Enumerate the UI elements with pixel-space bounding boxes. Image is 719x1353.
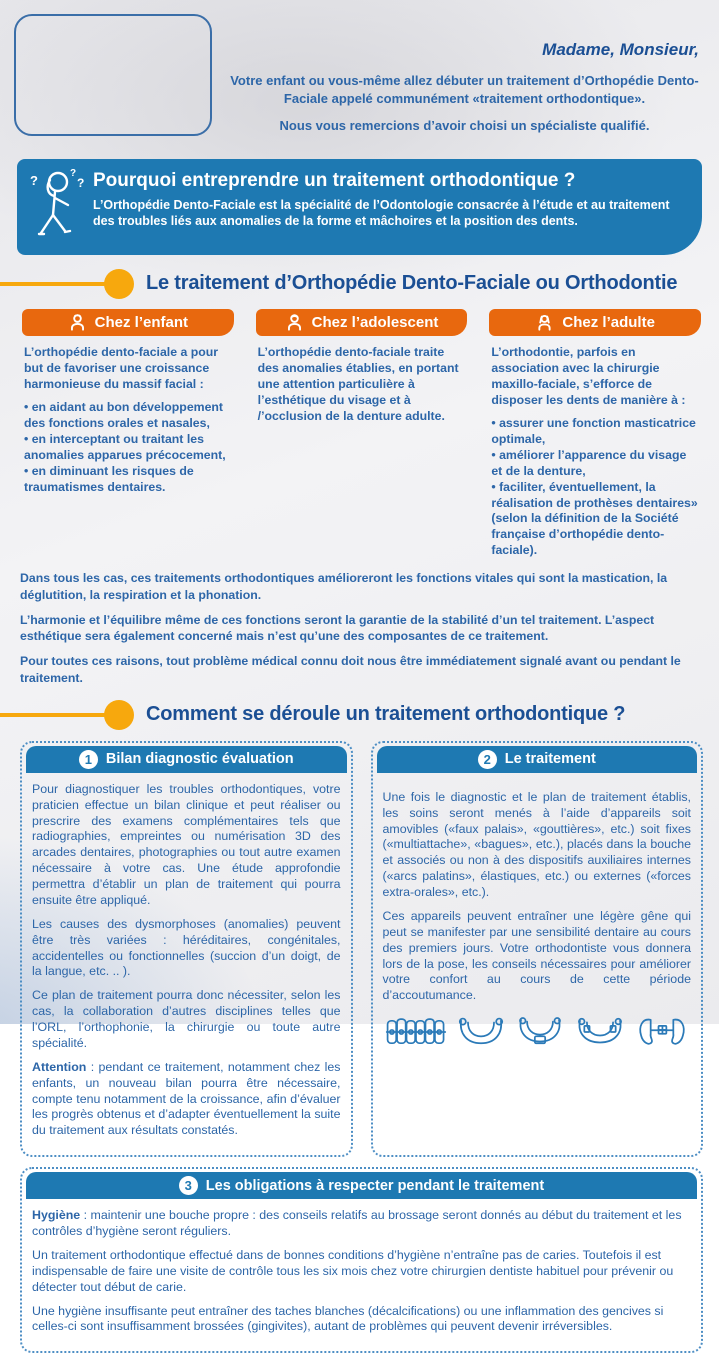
section2-title: Comment se déroule un traitement orthodontique ?	[146, 703, 626, 726]
appliance-icons-row	[383, 1012, 692, 1054]
treatment-paragraph-1: Une fois le diagnostic et le plan de traitement établis, les soins seront menés à l’aide d’appareils soit amovibles («faux palais», «gouttières», etc.) soit fixes («multiattache», «bagues», etc.), placés dans la bouche et associés ou non à des dispositifs auxiliaires internes («arcs palatins», élastiques, etc.) ou externes («forces extra-orales», etc.).	[382, 789, 691, 899]
header	[0, 0, 719, 145]
adult-column-bullets: • assurer une fonction masticatrice optimale, • améliorer l’apparence du visage et de la denture, • faciliter, éventuellement, la réalisation de prothèses dentaires» (selon la définition de la Société française d’orthopédie dento-faciale).	[491, 415, 698, 558]
hygiene-text: : maintenir une bouche propre : des conseils relatifs au brossage seront donnés au début du traitement et les contrôles d’hygiène seront réguliers.	[32, 1208, 682, 1238]
intro-line-2: Nous vous remercions d’avoir choisi un spécialiste qualifié.	[279, 118, 650, 134]
teen-icon	[285, 313, 304, 332]
step-number-badge: 1	[79, 750, 98, 769]
adult-icon	[535, 313, 554, 332]
question-mark-glyph: ?	[30, 172, 38, 188]
box-obligations-body	[26, 1199, 697, 1347]
removable-appliance-icon	[455, 1015, 507, 1049]
heading-line	[0, 282, 106, 286]
teen-column-intro: L’orthopédie dento-faciale traite des anomalies établies, en portant une attention particulière à l’esthétique du visage et à /’occlusion de la denture adulte.	[257, 344, 459, 423]
chez-adulte-label: Chez l’adulte	[562, 313, 655, 331]
step-number-badge: 2	[478, 750, 497, 769]
box-diagnostic-body	[26, 773, 347, 1151]
question-mark-glyph: ?	[77, 175, 85, 190]
box-diagnostic	[20, 741, 353, 1157]
retainer-icon	[515, 1015, 565, 1049]
box-treatment-header	[377, 746, 698, 773]
obligations-paragraph-3: Une hygiène insuffisante peut entraîner des taches blanches (décalcifications) ou une inflammation des gencives si celles-ci sont insuffisamment brossées (gingivites), autant de problèmes qui peuvent devenir irréversibles.	[32, 1303, 664, 1334]
diagnostic-paragraph-4	[32, 1060, 341, 1139]
thinking-stick-figure-icon	[25, 167, 87, 243]
summary-paragraph-2: L’harmonie et l’équilibre même de ces fonctions seront la garantie de la stabilité d’un tel traitement. L’aspect esthétique sera également concerné mais n’est qu’une des composantes de ce traitement.	[20, 612, 655, 644]
chez-adolescent-button[interactable]	[256, 309, 468, 336]
braces-icon	[385, 1014, 447, 1050]
section1-heading	[0, 266, 719, 302]
heading-dot-icon	[104, 269, 134, 299]
section1-title: Le traitement d’Orthopédie Dento-Faciale ou Orthodontie	[146, 272, 678, 295]
intro-column	[212, 14, 703, 145]
summary-paragraph-3: Pour toutes ces raisons, tout problème médical connu doit nous être immédiatement signalé avant ou pendant le traitement.	[20, 654, 681, 685]
attention-text: : pendant ce traitement, notamment chez les enfants, un nouveau bilan pourra être nécessaire, compte tenu notamment de la croissance, afin d’évaluer les progrès obtenus et d’adapter éventuellement la suite du traitement aux résultats constatés.	[32, 1059, 341, 1138]
obligations-paragraph-2: Un traitement orthodontique effectué dans de bonnes conditions d’hygiène n’entraîne pas de caries. Toutefois il est indispensable de faire une visite de contrôle tous les six mois chez votre chirurgien dentiste habituel pour prévenir ou détecter tout début de carie.	[32, 1247, 674, 1294]
box-diagnostic-header	[26, 746, 347, 773]
why-banner-title: Pourquoi entreprendre un traitement orthodontique ?	[93, 169, 576, 191]
audience-columns	[0, 302, 719, 560]
diagnostic-paragraph-3: Ce plan de traitement pourra donc nécessiter, selon les cas, la collaboration d’autres disciplines telles que l’ORL, l’orthophonie, la chirurgie ou toute autre spécialité.	[32, 988, 341, 1050]
treatment-paragraph-2: Ces appareils peuvent entraîner une légère gêne qui peut se manifester par une sensibilité dentaire au cours des premiers jours. Votre orthodontiste vous donnera lors de la pose, les conseils nécessaires pour améliorer votre confort au cours de cette période d’accoutumance.	[382, 908, 691, 1003]
adult-column-intro: L’orthodontie, parfois en association avec la chirurgie maxillo-faciale, s’efforce de disposer les dents de manière à :	[491, 344, 686, 407]
box-obligations	[20, 1167, 703, 1353]
section2-heading	[0, 697, 719, 733]
summary-paragraphs	[0, 559, 719, 685]
greeting: Madame, Monsieur,	[542, 40, 699, 59]
chez-enfant-button[interactable]	[22, 309, 234, 336]
obligations-paragraph-1	[32, 1208, 691, 1240]
column-child	[22, 309, 234, 560]
heading-dot-icon	[104, 700, 134, 730]
why-banner-text	[93, 167, 686, 230]
diagnostic-paragraph-1: Pour diagnostiquer les troubles orthodontiques, votre praticien effectue un bilan clinique et peut réaliser ou prescrire des examens complémentaires tels que radiographies, empreintes ou numérisation 3D des arcades dentaires, photographies ou tout autre examen nécessaire à votre cas. Une étude approfondie permettra d’établir un plan de traitement qui pourra ensuite être appliqué.	[32, 781, 341, 907]
why-banner-body: L’Orthopédie Dento-Faciale est la spécialité de l’Odontologie consacrée à l’étude et au traitement des troubles liés aux anomalies de la forme et mâchoires et la position des dents.	[93, 197, 670, 229]
box-treatment-body	[377, 773, 698, 1058]
column-adult	[489, 309, 701, 560]
child-column-intro: L’orthopédie dento-faciale a pour but de favoriser une croissance harmonieuse du massif facial :	[24, 344, 219, 391]
why-banner	[17, 159, 702, 255]
palatal-arch-icon	[573, 1015, 627, 1049]
box-treatment	[371, 741, 704, 1157]
logo-placeholder	[14, 14, 212, 136]
chez-adolescent-label: Chez l’adolescent	[311, 313, 439, 331]
heading-line	[0, 713, 106, 717]
child-column-bullets: • en aidant au bon développement des fonctions orales et nasales, • en interceptant ou traitant les anomalies apparues précocement, • en diminuant les risques de traumatismes dentaires.	[24, 399, 226, 494]
process-boxes	[0, 733, 719, 1157]
expander-icon	[635, 1014, 689, 1050]
attention-lead: Attention	[32, 1059, 87, 1074]
box-treatment-title: Le traitement	[504, 751, 596, 768]
column-teen	[256, 309, 468, 560]
chez-adulte-button[interactable]	[489, 309, 701, 336]
intro-line-1: Votre enfant ou vous-même allez débuter un traitement d’Orthopédie Dento-Faciale appelé communément «traitement orthodontique».	[230, 73, 699, 106]
box-obligations-title: Les obligations à respecter pendant le traitement	[205, 1177, 545, 1194]
hygiene-lead: Hygiène	[32, 1208, 81, 1223]
step-number-badge: 3	[179, 1176, 198, 1195]
box-diagnostic-title: Bilan diagnostic évaluation	[105, 751, 294, 768]
summary-paragraph-1: Dans tous les cas, ces traitements orthodontiques amélioreront les fonctions vitales qui sont la mastication, la déglutition, la respiration et la phonation.	[20, 571, 668, 602]
diagnostic-paragraph-2: Les causes des dysmorphoses (anomalies) peuvent être très variées : héréditaires, congénitales, accidentelles ou fonctionnelles (succion d’un doigt, de la langue, etc. .. ).	[32, 916, 341, 979]
chez-enfant-label: Chez l’enfant	[94, 313, 188, 331]
box-obligations-header	[26, 1172, 697, 1199]
question-mark-glyph: ?	[70, 167, 77, 179]
child-icon	[68, 313, 87, 332]
